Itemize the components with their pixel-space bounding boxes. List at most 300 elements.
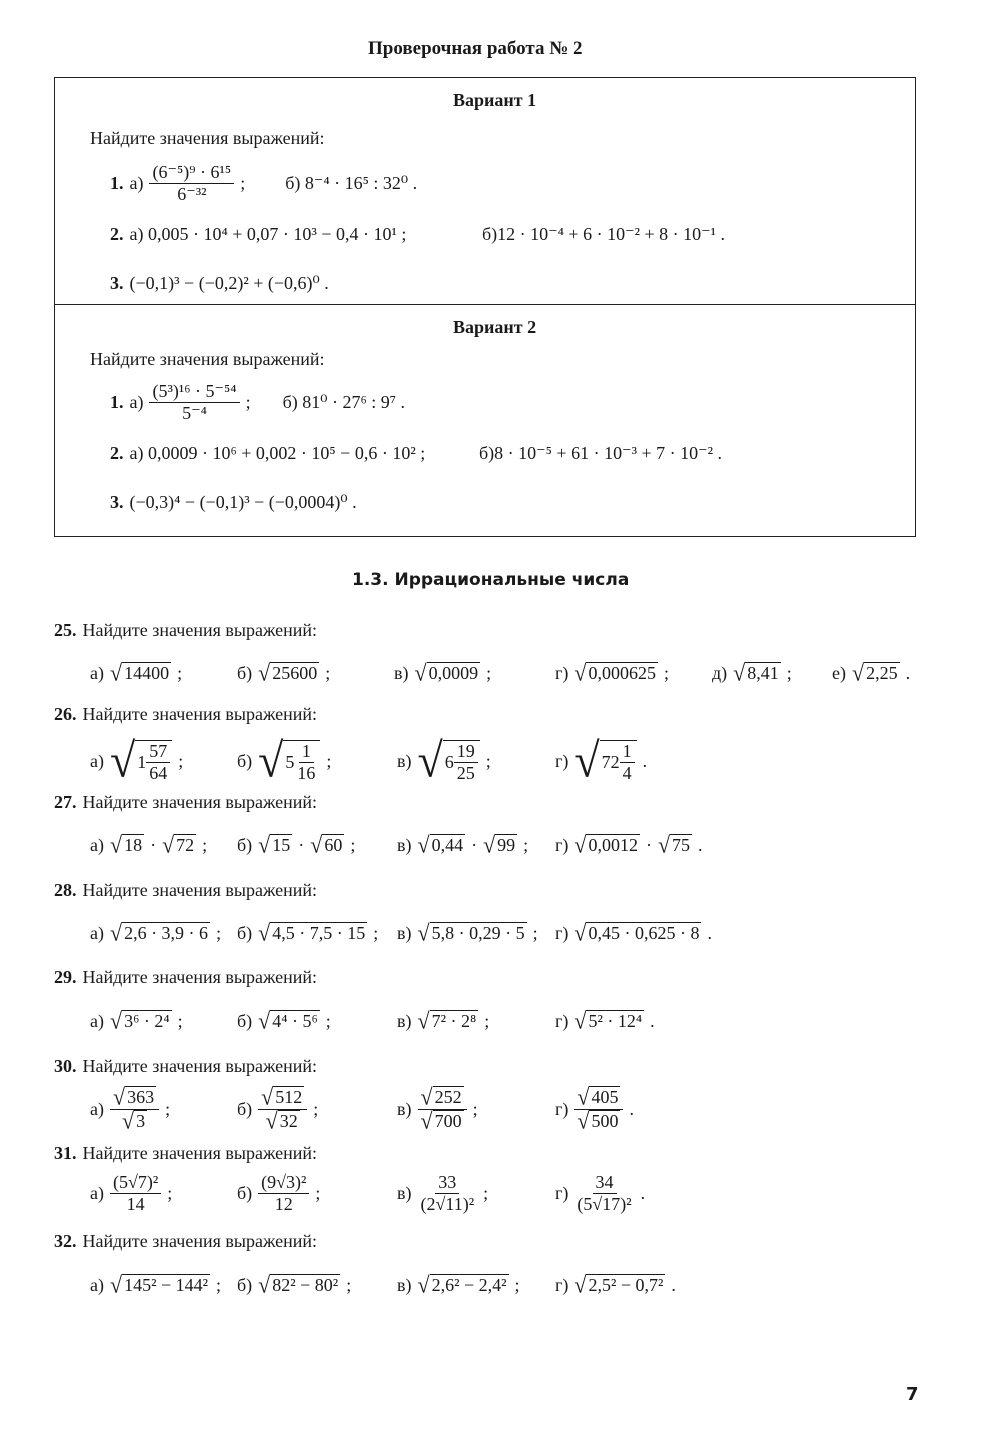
variant2-box (54, 303, 916, 537)
radicand: 3 (136, 1110, 146, 1131)
variant2-title: Вариант 2 (453, 317, 537, 337)
page-title: Проверочная работа № 2 (368, 38, 583, 59)
expression-item (555, 1083, 634, 1134)
radical (109, 1007, 172, 1034)
item-letter: б) (237, 1098, 253, 1119)
radicand: 32 (279, 1110, 298, 1131)
radical (258, 1007, 320, 1034)
terminator: ; (325, 1010, 331, 1031)
terminator: ; (216, 922, 222, 943)
sqrt-icon: √ (417, 1271, 430, 1298)
radicand: 7² · 2⁸ (431, 1011, 477, 1031)
radical (420, 1083, 464, 1110)
item-letter: г) (555, 1182, 569, 1203)
expression-item (90, 919, 222, 946)
item-letter: б) (237, 834, 253, 855)
terminator: ; (177, 1010, 183, 1031)
radicand: 60 (324, 835, 343, 855)
radical (109, 733, 172, 788)
terminator: ; (472, 1098, 478, 1119)
expression-item (555, 1271, 676, 1298)
item-letter: г) (555, 662, 569, 683)
radical (417, 1271, 509, 1298)
radicand: 99 (497, 835, 516, 855)
numerator (110, 1083, 159, 1110)
variant1-box (54, 77, 916, 305)
item-letter: а) (90, 1010, 104, 1031)
terminator: ; (240, 172, 246, 193)
letter: а) (129, 391, 144, 412)
expression-item (832, 659, 911, 686)
radical (109, 831, 144, 858)
terminator: ; (532, 922, 538, 943)
sqrt-icon: √ (258, 1007, 271, 1034)
expression-item (237, 919, 379, 946)
terminator: . (698, 834, 703, 855)
fraction (418, 1083, 467, 1134)
expression-item (90, 1271, 222, 1298)
terminator: ; (346, 1274, 352, 1295)
item-letter: в) (397, 834, 412, 855)
radicand: 512 (275, 1087, 303, 1107)
expression-item (555, 831, 703, 858)
radicand: 4⁴ · 5⁶ (272, 1011, 318, 1031)
expr-1b: б) 81⁰ · 27⁶ : 9⁷ . (282, 391, 406, 412)
expr-2a: а) 0,0009 · 10⁶ + 0,002 · 10⁵ − 0,6 · 10² ; (129, 443, 426, 463)
expression-item (397, 1172, 488, 1214)
radicand: 2,6 · 3,9 · 6 (124, 923, 209, 943)
whole-part: 72 (601, 751, 620, 772)
expression-item (555, 733, 648, 788)
terminator: ; (663, 662, 669, 683)
radical (574, 1007, 644, 1034)
sqrt-icon: √ (574, 831, 587, 858)
radicand: 252 (434, 1087, 462, 1107)
expression-item (397, 1271, 520, 1298)
expression-item (237, 659, 331, 686)
sqrt-icon: √ (258, 659, 271, 686)
problem-prompt: Найдите значения выражений: (82, 1143, 318, 1163)
denominator: 16 (297, 762, 316, 783)
fraction (620, 741, 635, 783)
sqrt-icon: √ (417, 831, 430, 858)
terminator: ; (483, 1182, 489, 1203)
expression-item (397, 1083, 478, 1134)
terminator: ; (486, 662, 492, 683)
numerator (418, 1083, 467, 1110)
radicand (135, 740, 172, 783)
sqrt-icon: √ (733, 659, 746, 686)
sqrt-icon: √ (420, 1083, 433, 1110)
item-letter: б) (237, 922, 253, 943)
problem-number: 32. (54, 1231, 77, 1251)
denominator: 64 (149, 762, 168, 783)
denominator: 6⁻³² (177, 183, 207, 204)
expression-item (397, 733, 491, 788)
dot-operator: · (645, 834, 652, 855)
sqrt-icon: √ (574, 733, 600, 788)
expression-item (90, 1083, 171, 1134)
expression-item (237, 733, 332, 788)
problem-prompt: Найдите значения выражений: (82, 792, 318, 812)
fraction (418, 1172, 478, 1214)
radical (574, 919, 701, 946)
problem-prompt: Найдите значения выражений: (82, 967, 318, 987)
radicand (283, 740, 320, 783)
radicand: 5,8 · 0,29 · 5 (431, 923, 525, 943)
numerator: 34 (593, 1172, 617, 1194)
terminator: ; (165, 1098, 171, 1119)
sqrt-icon: √ (109, 659, 123, 686)
radical (577, 1083, 620, 1110)
sqrt-icon: √ (851, 659, 865, 686)
radical (420, 1107, 464, 1134)
radicand: 405 (591, 1087, 619, 1107)
expression-item (397, 831, 529, 858)
problem-number: 2. (110, 224, 124, 244)
terminator: ; (786, 662, 792, 683)
numerator: (6⁻⁵)⁹ · 6¹⁵ (149, 162, 234, 184)
sqrt-icon: √ (258, 1271, 271, 1298)
radical (109, 919, 210, 946)
radicand: 0,000625 (588, 663, 656, 683)
numerator: 57 (146, 741, 170, 763)
variant2-problem1 (110, 381, 405, 423)
radical (574, 659, 658, 686)
item-letter: а) (90, 751, 104, 772)
radicand: 0,45 · 0,625 · 8 (588, 923, 700, 943)
terminator: ; (178, 751, 184, 772)
radicand: 72 (176, 835, 195, 855)
expr-3: (−0,3)⁴ − (−0,1)³ − (−0,0004)⁰ . (129, 492, 357, 512)
item-letter: г) (555, 751, 569, 772)
numerator: (5³)¹⁶ · 5⁻⁵⁴ (149, 381, 239, 403)
sqrt-icon: √ (574, 659, 587, 686)
sqrt-icon: √ (162, 831, 175, 858)
sqrt-icon: √ (577, 1107, 590, 1134)
item-letter: а) (90, 922, 104, 943)
problem-number: 31. (54, 1143, 77, 1163)
radical (258, 733, 320, 788)
radical (258, 831, 292, 858)
terminator: ; (313, 1098, 319, 1119)
expression-item (90, 659, 183, 686)
radical (417, 919, 527, 946)
numerator: 33 (435, 1172, 459, 1194)
expression-item (90, 1007, 183, 1034)
problem-header-26 (54, 704, 317, 725)
item-letter: б) (237, 751, 253, 772)
radical (121, 1107, 147, 1134)
terminator: ; (325, 662, 331, 683)
expression-item (237, 1007, 331, 1034)
problem-header-28 (54, 880, 317, 901)
radical (417, 831, 466, 858)
radical (417, 733, 480, 788)
fraction (258, 1083, 307, 1134)
item-letter: в) (394, 662, 409, 683)
terminator: . (671, 1274, 676, 1295)
terminator: ; (484, 1010, 490, 1031)
denominator: 12 (274, 1193, 293, 1214)
denominator: (5√17)² (577, 1193, 632, 1214)
terminator: ; (326, 751, 332, 772)
expression-item (237, 1172, 320, 1214)
item-letter: в) (397, 1274, 412, 1295)
denominator: 25 (456, 762, 475, 783)
item-letter: д) (712, 662, 728, 683)
radical (657, 831, 692, 858)
sqrt-icon: √ (483, 831, 496, 858)
expression-item (397, 1007, 490, 1034)
sqrt-icon: √ (417, 733, 443, 788)
problem-prompt: Найдите значения выражений: (82, 880, 318, 900)
variant1-problem3 (110, 273, 329, 294)
sqrt-icon: √ (574, 919, 587, 946)
sqrt-icon: √ (420, 1107, 433, 1134)
item-letter: б) (237, 1182, 253, 1203)
radicand: 145² − 144² (124, 1275, 209, 1295)
variant2-expr-2b: б)8 · 10⁻⁵ + 61 · 10⁻³ + 7 · 10⁻² . (479, 443, 723, 463)
terminator: ; (373, 922, 379, 943)
radical (414, 659, 481, 686)
radicand: 500 (591, 1110, 619, 1131)
radical (261, 1083, 304, 1110)
radicand: 25600 (272, 663, 318, 683)
expression-item (90, 733, 184, 788)
radicand: 18 (124, 835, 143, 855)
terminator: . (629, 1098, 634, 1119)
sqrt-icon: √ (577, 1083, 590, 1110)
expression-item (397, 919, 538, 946)
problem-prompt: Найдите значения выражений: (82, 620, 318, 640)
radicand: 3⁶ · 2⁴ (124, 1011, 170, 1031)
sqrt-icon: √ (657, 831, 671, 858)
radicand: 82² − 80² (272, 1275, 339, 1295)
terminator: ; (315, 1182, 321, 1203)
page-number: 7 (906, 1384, 919, 1405)
denominator: 4 (622, 762, 632, 783)
variant1-problem1 (110, 162, 417, 204)
terminator: . (640, 1182, 646, 1203)
item-letter: в) (397, 1098, 412, 1119)
sqrt-icon: √ (261, 1083, 274, 1110)
radicand (443, 740, 480, 783)
terminator: . (650, 1010, 655, 1031)
expression-item (712, 659, 792, 686)
denominator (574, 1107, 623, 1134)
problem-header-27 (54, 792, 317, 813)
item-letter: в) (397, 751, 412, 772)
dot-operator: · (471, 834, 478, 855)
radical (851, 659, 900, 686)
terminator: ; (485, 751, 491, 772)
item-letter: в) (397, 1182, 412, 1203)
problem-number: 30. (54, 1056, 77, 1076)
numerator (258, 1083, 307, 1110)
variant2-intro: Найдите значения выражений: (90, 349, 325, 369)
item-letter: г) (555, 1010, 569, 1031)
radicand: 700 (434, 1110, 462, 1131)
terminator: ; (245, 391, 251, 412)
expression-item (237, 1083, 319, 1134)
problem-number: 27. (54, 792, 77, 812)
sqrt-icon: √ (109, 831, 123, 858)
radicand: 363 (127, 1087, 155, 1107)
terminator: ; (216, 1274, 222, 1295)
terminator: ; (177, 662, 183, 683)
numerator: (5√7)² (110, 1172, 161, 1194)
problem-number: 26. (54, 704, 77, 724)
radicand: 4,5 · 7,5 · 15 (272, 923, 366, 943)
radical (109, 659, 171, 686)
sqrt-icon: √ (109, 1271, 123, 1298)
radicand: 2,25 (866, 663, 898, 683)
item-letter: а) (90, 1274, 104, 1295)
radical (574, 831, 640, 858)
denominator: 5⁻⁴ (182, 402, 207, 423)
problem-number: 1. (110, 172, 124, 193)
variant1-title: Вариант 1 (453, 90, 537, 110)
item-letter: г) (555, 834, 569, 855)
numerator: 19 (454, 741, 478, 763)
denominator: (2√11)² (420, 1193, 475, 1214)
sqrt-icon: √ (109, 733, 136, 788)
fraction (149, 381, 239, 423)
fraction (258, 1172, 309, 1214)
dot-operator: · (298, 834, 305, 855)
terminator: ; (167, 1182, 173, 1203)
fraction (110, 1172, 161, 1214)
expr-2a: а) 0,005 · 10⁴ + 0,07 · 10³ − 0,4 · 10¹ ; (129, 224, 407, 244)
item-letter: б) (237, 1010, 253, 1031)
terminator: . (707, 922, 712, 943)
numerator: (9√3)² (258, 1172, 309, 1194)
problem-number: 1. (110, 391, 124, 412)
radical (162, 831, 196, 858)
problem-number: 25. (54, 620, 77, 640)
denominator (119, 1107, 150, 1134)
expression-item (90, 831, 208, 858)
fraction (454, 741, 478, 783)
section-title: 1.3. Иррациональные числа (352, 570, 630, 590)
radical (112, 1083, 156, 1110)
item-letter: г) (555, 922, 569, 943)
radicand (600, 740, 637, 783)
terminator: . (642, 751, 648, 772)
sqrt-icon: √ (109, 1007, 123, 1034)
item-letter: б) (237, 1274, 253, 1295)
problem-number: 2. (110, 443, 124, 463)
problem-prompt: Найдите значения выражений: (82, 1056, 318, 1076)
item-letter: а) (90, 1098, 104, 1119)
sqrt-icon: √ (414, 659, 427, 686)
radicand: 0,44 (431, 835, 464, 855)
radical (109, 1271, 210, 1298)
radical (574, 1271, 665, 1298)
expression-item (237, 1271, 352, 1298)
sqrt-icon: √ (109, 919, 123, 946)
radicand: 75 (672, 835, 691, 855)
problem-header-32 (54, 1231, 317, 1252)
terminator: ; (514, 1274, 520, 1295)
expression-item (555, 1172, 645, 1214)
expression-item (90, 1172, 172, 1214)
item-letter: а) (90, 662, 104, 683)
problem-number: 28. (54, 880, 77, 900)
variant1-intro: Найдите значения выражений: (90, 128, 325, 148)
numerator: 1 (620, 741, 635, 763)
variant2-problem3 (110, 492, 357, 513)
terminator: . (905, 662, 911, 683)
fraction (574, 1172, 634, 1214)
radical (417, 1007, 479, 1034)
item-letter: е) (832, 662, 846, 683)
expression-item (555, 659, 669, 686)
radical (574, 733, 636, 788)
whole-part: 6 (444, 751, 454, 772)
problem-number: 3. (110, 273, 124, 293)
numerator: 1 (299, 741, 314, 763)
expression-item (555, 919, 712, 946)
radical (577, 1107, 620, 1134)
radicand: 5² · 12⁴ (588, 1011, 643, 1031)
expr-3: (−0,1)³ − (−0,2)² + (−0,6)⁰ . (129, 273, 329, 293)
denominator: 14 (126, 1193, 145, 1214)
terminator: ; (202, 834, 208, 855)
radical (258, 919, 367, 946)
expression-item (237, 831, 356, 858)
radical (258, 659, 319, 686)
item-letter: а) (90, 1182, 104, 1203)
fraction (574, 1083, 623, 1134)
sqrt-icon: √ (258, 831, 271, 858)
problem-header-31 (54, 1143, 317, 1164)
expr-1b: б) 8⁻⁴ · 16⁵ : 32⁰ . (285, 172, 418, 193)
radicand: 8,41 (747, 663, 779, 683)
item-letter: г) (555, 1098, 569, 1119)
sqrt-icon: √ (417, 1007, 430, 1034)
whole-part: 1 (137, 751, 147, 772)
radical (483, 831, 517, 858)
item-letter: а) (90, 834, 104, 855)
problem-prompt: Найдите значения выражений: (82, 704, 318, 724)
dot-operator: · (150, 834, 157, 855)
sqrt-icon: √ (310, 831, 323, 858)
expression-item (555, 1007, 655, 1034)
item-letter: б) (237, 662, 253, 683)
item-letter: в) (397, 922, 412, 943)
variant1-problem2 (110, 224, 406, 245)
fraction (149, 162, 234, 204)
sqrt-icon: √ (265, 1107, 278, 1134)
fraction (146, 741, 170, 783)
terminator: ; (350, 834, 356, 855)
problem-prompt: Найдите значения выражений: (82, 1231, 318, 1251)
variant1-expr-2b: б)12 · 10⁻⁴ + 6 · 10⁻² + 8 · 10⁻¹ . (482, 224, 726, 244)
item-letter: в) (397, 1010, 412, 1031)
sqrt-icon: √ (574, 1007, 587, 1034)
fraction (110, 1083, 159, 1134)
sqrt-icon: √ (417, 919, 430, 946)
radical (310, 831, 344, 858)
problem-number: 29. (54, 967, 77, 987)
sqrt-icon: √ (574, 1271, 587, 1298)
radicand: 2,5² − 0,7² (588, 1275, 664, 1295)
sqrt-icon: √ (121, 1107, 135, 1134)
denominator (263, 1107, 303, 1134)
radicand: 0,0012 (588, 835, 638, 855)
